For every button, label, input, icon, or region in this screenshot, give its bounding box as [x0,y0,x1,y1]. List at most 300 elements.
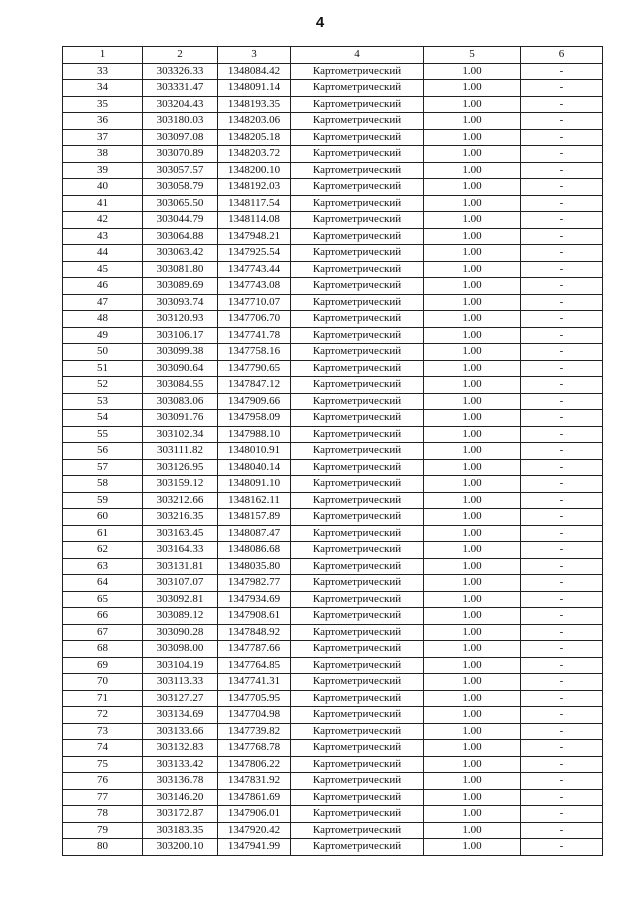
table-cell-col-6: - [521,657,603,674]
table-cell-col-4: Картометрический [291,476,424,493]
table-cell-col-5: 1.00 [424,393,521,410]
table-cell-col-1: 63 [63,558,143,575]
table-cell-col-3: 1347941.99 [218,839,291,856]
table-cell-col-2: 303134.69 [143,707,218,724]
table-row [63,278,603,295]
table-cell-col-5: 1.00 [424,575,521,592]
table-cell-col-6: - [521,591,603,608]
table-cell-col-3: 1347758.16 [218,344,291,361]
table-cell-col-5: 1.00 [424,228,521,245]
table-cell-col-4: Картометрический [291,162,424,179]
table-cell-col-6: - [521,146,603,163]
table-cell-col-3: 1347920.42 [218,822,291,839]
table-cell-col-2: 303133.66 [143,723,218,740]
table-cell-col-3: 1347925.54 [218,245,291,262]
table-cell-col-4: Картометрический [291,806,424,823]
table-cell-col-4: Картометрический [291,492,424,509]
table-cell-col-1: 42 [63,212,143,229]
table-row [63,113,603,130]
table-cell-col-1: 40 [63,179,143,196]
table-cell-col-3: 1347743.08 [218,278,291,295]
table-row [63,96,603,113]
table-cell-col-2: 303084.55 [143,377,218,394]
table-cell-col-3: 1347847.12 [218,377,291,394]
table-cell-col-3: 1348087.47 [218,525,291,542]
table-cell-col-2: 303212.66 [143,492,218,509]
table-row [63,393,603,410]
table-cell-col-3: 1348162.11 [218,492,291,509]
table-row [63,509,603,526]
table-cell-col-4: Картометрический [291,707,424,724]
table-cell-col-2: 303163.45 [143,525,218,542]
table-cell-col-5: 1.00 [424,294,521,311]
table-row [63,360,603,377]
table-row [63,657,603,674]
table-cell-col-2: 303106.17 [143,327,218,344]
table-cell-col-3: 1347906.01 [218,806,291,823]
table-cell-col-1: 52 [63,377,143,394]
table-cell-col-4: Картометрический [291,360,424,377]
table-cell-col-5: 1.00 [424,740,521,757]
table-cell-col-1: 65 [63,591,143,608]
table-cell-col-2: 303083.06 [143,393,218,410]
table-cell-col-2: 303127.27 [143,690,218,707]
table-cell-col-5: 1.00 [424,344,521,361]
table-cell-col-6: - [521,278,603,295]
table-cell-col-1: 37 [63,129,143,146]
table-cell-col-3: 1347908.61 [218,608,291,625]
table-cell-col-5: 1.00 [424,641,521,658]
table-cell-col-6: - [521,377,603,394]
table-cell-col-3: 1347739.82 [218,723,291,740]
column-header-2: 2 [143,47,218,64]
table-row [63,525,603,542]
table-cell-col-6: - [521,410,603,427]
table-cell-col-6: - [521,806,603,823]
table-cell-col-4: Картометрический [291,311,424,328]
table-cell-col-1: 55 [63,426,143,443]
table-cell-col-3: 1348192.03 [218,179,291,196]
table-cell-col-1: 45 [63,261,143,278]
table-row [63,558,603,575]
table-cell-col-1: 49 [63,327,143,344]
table-cell-col-6: - [521,509,603,526]
table-cell-col-3: 1347741.78 [218,327,291,344]
table-cell-col-1: 69 [63,657,143,674]
table-cell-col-6: - [521,839,603,856]
table-cell-col-5: 1.00 [424,476,521,493]
table-cell-col-5: 1.00 [424,179,521,196]
table-cell-col-2: 303081.80 [143,261,218,278]
table-cell-col-2: 303133.42 [143,756,218,773]
table-row [63,63,603,80]
table-cell-col-6: - [521,624,603,641]
table-cell-col-2: 303065.50 [143,195,218,212]
table-row [63,443,603,460]
table-cell-col-2: 303204.43 [143,96,218,113]
table-cell-col-2: 303331.47 [143,80,218,97]
table-cell-col-5: 1.00 [424,723,521,740]
table-cell-col-1: 75 [63,756,143,773]
table-cell-col-4: Картометрический [291,822,424,839]
table-cell-col-2: 303146.20 [143,789,218,806]
table-cell-col-3: 1348203.06 [218,113,291,130]
table-cell-col-5: 1.00 [424,608,521,625]
table-cell-col-1: 34 [63,80,143,97]
table-cell-col-3: 1348086.68 [218,542,291,559]
table-row [63,756,603,773]
table-cell-col-1: 60 [63,509,143,526]
table-cell-col-4: Картометрический [291,624,424,641]
table-cell-col-5: 1.00 [424,212,521,229]
table-cell-col-6: - [521,723,603,740]
table-row [63,212,603,229]
table-cell-col-5: 1.00 [424,162,521,179]
table-cell-col-2: 303092.81 [143,591,218,608]
table-cell-col-2: 303097.08 [143,129,218,146]
table-cell-col-5: 1.00 [424,459,521,476]
table-cell-col-2: 303216.35 [143,509,218,526]
table-cell-col-6: - [521,641,603,658]
table-cell-col-1: 70 [63,674,143,691]
table-row [63,344,603,361]
table-cell-col-2: 303164.33 [143,542,218,559]
table-cell-col-2: 303113.33 [143,674,218,691]
table-cell-col-3: 1348117.54 [218,195,291,212]
table-cell-col-1: 59 [63,492,143,509]
page-number: 4 [315,14,325,31]
table-cell-col-4: Картометрический [291,377,424,394]
table-cell-col-6: - [521,228,603,245]
table-cell-col-3: 1348205.18 [218,129,291,146]
column-header-1: 1 [63,47,143,64]
table-cell-col-5: 1.00 [424,377,521,394]
table-cell-col-3: 1347787.66 [218,641,291,658]
table-cell-col-2: 303183.35 [143,822,218,839]
table-cell-col-6: - [521,80,603,97]
table-cell-col-6: - [521,575,603,592]
column-header-3: 3 [218,47,291,64]
table-row [63,723,603,740]
table-cell-col-2: 303063.42 [143,245,218,262]
table-cell-col-2: 303159.12 [143,476,218,493]
table-row [63,179,603,196]
table-cell-col-6: - [521,542,603,559]
table-cell-col-2: 303102.34 [143,426,218,443]
table-cell-col-3: 1347806.22 [218,756,291,773]
table-cell-col-6: - [521,690,603,707]
table-cell-col-6: - [521,789,603,806]
table-row [63,674,603,691]
table-row [63,311,603,328]
table-cell-col-4: Картометрический [291,674,424,691]
table-row [63,228,603,245]
table-cell-col-6: - [521,212,603,229]
table-row [63,740,603,757]
table-row [63,162,603,179]
table-row [63,624,603,641]
table-cell-col-3: 1347982.77 [218,575,291,592]
table-cell-col-5: 1.00 [424,113,521,130]
table-cell-col-1: 38 [63,146,143,163]
table-row [63,129,603,146]
table-cell-col-1: 50 [63,344,143,361]
table-cell-col-6: - [521,756,603,773]
table-cell-col-3: 1348200.10 [218,162,291,179]
table-cell-col-3: 1347741.31 [218,674,291,691]
table-cell-col-6: - [521,327,603,344]
table-cell-col-4: Картометрический [291,690,424,707]
table-cell-col-2: 303089.69 [143,278,218,295]
table-cell-col-3: 1348084.42 [218,63,291,80]
table-cell-col-1: 46 [63,278,143,295]
table-cell-col-2: 303091.76 [143,410,218,427]
table-cell-col-5: 1.00 [424,542,521,559]
table-cell-col-2: 303098.00 [143,641,218,658]
table-row [63,294,603,311]
table-cell-col-4: Картометрический [291,542,424,559]
table-cell-col-3: 1347790.65 [218,360,291,377]
table-cell-col-1: 74 [63,740,143,757]
table-row [63,575,603,592]
table-cell-col-4: Картометрический [291,558,424,575]
table-cell-col-2: 303070.89 [143,146,218,163]
table-cell-col-2: 303172.87 [143,806,218,823]
table-cell-col-6: - [521,492,603,509]
table-cell-col-5: 1.00 [424,591,521,608]
coordinates-table [62,46,603,856]
table-cell-col-4: Картометрический [291,459,424,476]
table-cell-col-4: Картометрический [291,195,424,212]
table-cell-col-5: 1.00 [424,773,521,790]
table-cell-col-2: 303180.03 [143,113,218,130]
table-cell-col-4: Картометрический [291,740,424,757]
table-cell-col-4: Картометрический [291,773,424,790]
table-cell-col-5: 1.00 [424,63,521,80]
table-cell-col-2: 303057.57 [143,162,218,179]
table-cell-col-2: 303104.19 [143,657,218,674]
table-cell-col-1: 73 [63,723,143,740]
table-cell-col-6: - [521,443,603,460]
table-cell-col-6: - [521,426,603,443]
table-cell-col-1: 56 [63,443,143,460]
table-cell-col-5: 1.00 [424,311,521,328]
table-cell-col-4: Картометрический [291,641,424,658]
table-cell-col-5: 1.00 [424,839,521,856]
table-cell-col-2: 303058.79 [143,179,218,196]
table-row [63,410,603,427]
table-cell-col-1: 61 [63,525,143,542]
table-cell-col-3: 1347909.66 [218,393,291,410]
table-row [63,839,603,856]
table-cell-col-1: 48 [63,311,143,328]
table-cell-col-2: 303136.78 [143,773,218,790]
table-cell-col-1: 54 [63,410,143,427]
table-cell-col-1: 77 [63,789,143,806]
table-cell-col-5: 1.00 [424,657,521,674]
table-cell-col-1: 66 [63,608,143,625]
table-cell-col-4: Картометрический [291,789,424,806]
table-cell-col-1: 62 [63,542,143,559]
table-cell-col-3: 1348114.08 [218,212,291,229]
table-cell-col-3: 1347988.10 [218,426,291,443]
table-cell-col-1: 71 [63,690,143,707]
table-cell-col-4: Картометрический [291,657,424,674]
table-cell-col-2: 303200.10 [143,839,218,856]
table-cell-col-3: 1347861.69 [218,789,291,806]
table-cell-col-3: 1348010.91 [218,443,291,460]
table-cell-col-5: 1.00 [424,806,521,823]
table-cell-col-4: Картометрический [291,410,424,427]
table-cell-col-4: Картометрический [291,278,424,295]
table-cell-col-4: Картометрический [291,245,424,262]
table-cell-col-3: 1348040.14 [218,459,291,476]
table-cell-col-1: 39 [63,162,143,179]
table-cell-col-5: 1.00 [424,327,521,344]
table-cell-col-1: 72 [63,707,143,724]
table-header [63,47,603,64]
table-cell-col-1: 51 [63,360,143,377]
table-cell-col-2: 303064.88 [143,228,218,245]
table-cell-col-5: 1.00 [424,195,521,212]
table-cell-col-2: 303107.07 [143,575,218,592]
table-cell-col-2: 303044.79 [143,212,218,229]
table-cell-col-5: 1.00 [424,624,521,641]
table-row [63,459,603,476]
table-cell-col-6: - [521,558,603,575]
table-cell-col-5: 1.00 [424,426,521,443]
table-row [63,261,603,278]
table-body [63,63,603,855]
table-cell-col-6: - [521,96,603,113]
table-cell-col-1: 58 [63,476,143,493]
table-cell-col-4: Картометрический [291,525,424,542]
table-cell-col-3: 1348157.89 [218,509,291,526]
table-cell-col-4: Картометрический [291,327,424,344]
table-row [63,426,603,443]
table-row [63,591,603,608]
table-cell-col-1: 68 [63,641,143,658]
table-cell-col-4: Картометрический [291,591,424,608]
table-cell-col-6: - [521,162,603,179]
table-cell-col-1: 78 [63,806,143,823]
table-row [63,789,603,806]
table-cell-col-4: Картометрический [291,113,424,130]
table-cell-col-4: Картометрический [291,608,424,625]
table-cell-col-4: Картометрический [291,228,424,245]
table-cell-col-4: Картометрический [291,839,424,856]
table-row [63,492,603,509]
table-cell-col-4: Картометрический [291,443,424,460]
table-row [63,146,603,163]
table-cell-col-2: 303132.83 [143,740,218,757]
table-cell-col-1: 57 [63,459,143,476]
table-cell-col-3: 1347831.92 [218,773,291,790]
table-cell-col-4: Картометрический [291,212,424,229]
table-cell-col-4: Картометрический [291,179,424,196]
table-cell-col-3: 1348035.80 [218,558,291,575]
table-cell-col-5: 1.00 [424,129,521,146]
table-cell-col-1: 36 [63,113,143,130]
table-cell-col-1: 44 [63,245,143,262]
table-cell-col-4: Картометрический [291,129,424,146]
table-cell-col-2: 303089.12 [143,608,218,625]
table-cell-col-6: - [521,63,603,80]
table-cell-col-6: - [521,344,603,361]
table-cell-col-5: 1.00 [424,756,521,773]
table-cell-col-6: - [521,195,603,212]
table-cell-col-3: 1348193.35 [218,96,291,113]
table-row [63,822,603,839]
table-cell-col-2: 303093.74 [143,294,218,311]
table-cell-col-4: Картометрический [291,723,424,740]
table-row [63,377,603,394]
table-cell-col-5: 1.00 [424,509,521,526]
table-cell-col-1: 35 [63,96,143,113]
table-cell-col-4: Картометрический [291,146,424,163]
table-row [63,245,603,262]
table-cell-col-6: - [521,525,603,542]
table-cell-col-6: - [521,740,603,757]
table-cell-col-6: - [521,608,603,625]
table-cell-col-4: Картометрический [291,509,424,526]
column-header-4: 4 [291,47,424,64]
table-cell-col-3: 1347705.95 [218,690,291,707]
table-cell-col-6: - [521,179,603,196]
table-cell-col-6: - [521,459,603,476]
table-cell-col-2: 303131.81 [143,558,218,575]
table-cell-col-5: 1.00 [424,278,521,295]
table-cell-col-5: 1.00 [424,707,521,724]
table-cell-col-3: 1347743.44 [218,261,291,278]
table-cell-col-2: 303126.95 [143,459,218,476]
table-cell-col-4: Картометрический [291,393,424,410]
table-cell-col-3: 1348203.72 [218,146,291,163]
table-cell-col-3: 1347710.07 [218,294,291,311]
table-row [63,773,603,790]
table-cell-col-3: 1347848.92 [218,624,291,641]
table-row [63,327,603,344]
table-cell-col-4: Картометрический [291,575,424,592]
table-cell-col-4: Картометрический [291,344,424,361]
table-cell-col-2: 303326.33 [143,63,218,80]
table-cell-col-4: Картометрический [291,756,424,773]
table-cell-col-1: 76 [63,773,143,790]
table-cell-col-1: 53 [63,393,143,410]
table-cell-col-4: Картометрический [291,80,424,97]
table-cell-col-1: 64 [63,575,143,592]
table-cell-col-2: 303090.28 [143,624,218,641]
table-cell-col-2: 303090.64 [143,360,218,377]
table-row [63,641,603,658]
column-header-6: 6 [521,47,603,64]
table-cell-col-2: 303111.82 [143,443,218,460]
table-cell-col-5: 1.00 [424,410,521,427]
table-cell-col-6: - [521,476,603,493]
table-cell-col-1: 79 [63,822,143,839]
table-cell-col-3: 1348091.10 [218,476,291,493]
table-cell-col-2: 303120.93 [143,311,218,328]
table-row [63,542,603,559]
table-cell-col-5: 1.00 [424,245,521,262]
table-cell-col-4: Картометрический [291,261,424,278]
table-cell-col-5: 1.00 [424,674,521,691]
table-cell-col-1: 33 [63,63,143,80]
table-cell-col-4: Картометрический [291,96,424,113]
table-cell-col-4: Картометрический [291,426,424,443]
table-cell-col-3: 1347704.98 [218,707,291,724]
table-cell-col-5: 1.00 [424,443,521,460]
